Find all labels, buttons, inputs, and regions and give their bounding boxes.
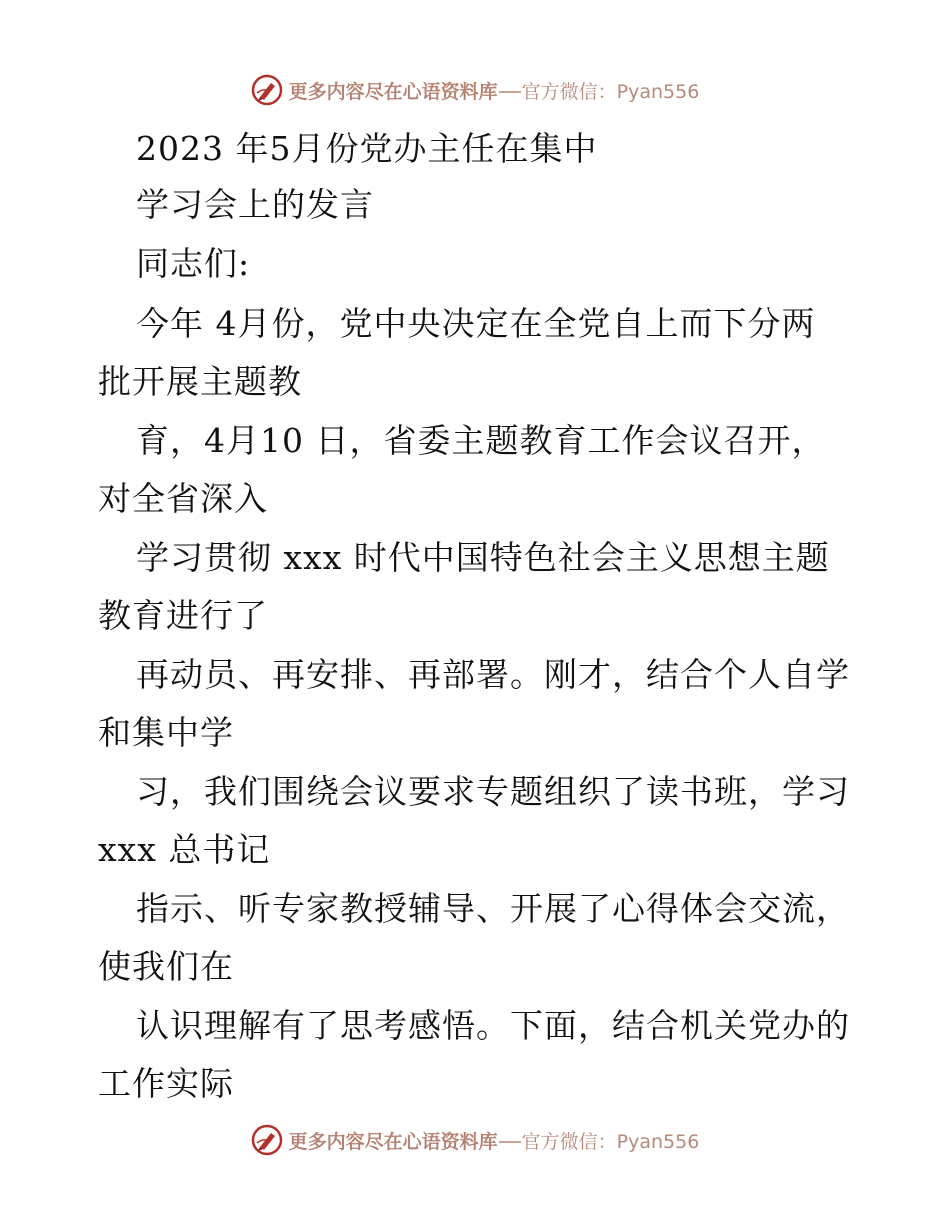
salutation: 同志们: [136, 244, 251, 283]
body-line: 今年 4月份，党中央决定在全党自上而下分两 [136, 304, 816, 343]
body-line: 使我们在 [98, 947, 234, 986]
body-line: 再动员、再安排、再部署。刚才，结合个人自学 [136, 655, 850, 694]
pen-logo-icon [251, 1124, 283, 1156]
header-banner-dash [499, 91, 521, 93]
footer-banner-tail: 官方微信：Pyan556 [521, 1130, 700, 1153]
body-line: 工作实际 [98, 1064, 234, 1103]
header-banner-tail: 官方微信：Pyan556 [521, 80, 700, 103]
body-line: xxx 总书记 [98, 830, 271, 869]
body-line: 教育进行了 [98, 596, 268, 635]
title-line-2: 学习会上的发言 [136, 185, 374, 224]
body-line: 育，4月10 日，省委主题教育工作会议召开， [136, 421, 826, 460]
body-line: 和集中学 [98, 713, 234, 752]
footer-banner-text: 更多内容尽在心语资料库 [288, 1130, 498, 1153]
header-banner-text: 更多内容尽在心语资料库 [288, 80, 498, 103]
header-watermark-banner [0, 72, 950, 108]
body-line: 对全省深入 [98, 479, 268, 518]
body-line: 习，我们围绕会议要求专题组织了读书班，学习 [136, 772, 850, 811]
body-line: 学习贯彻 xxx 时代中国特色社会主义思想主题 [136, 538, 830, 577]
footer-watermark-banner [0, 1122, 950, 1158]
footer-banner-dash [499, 1141, 521, 1143]
body-line: 批开展主题教 [98, 362, 302, 401]
pen-logo-icon [251, 74, 283, 106]
body-line: 指示、听专家教授辅导、开展了心得体会交流， [136, 889, 850, 928]
body-line: 认识理解有了思考感悟。下面，结合机关党办的 [136, 1006, 850, 1045]
title-line-1: 2023 年5月份党办主任在集中 [136, 129, 598, 168]
